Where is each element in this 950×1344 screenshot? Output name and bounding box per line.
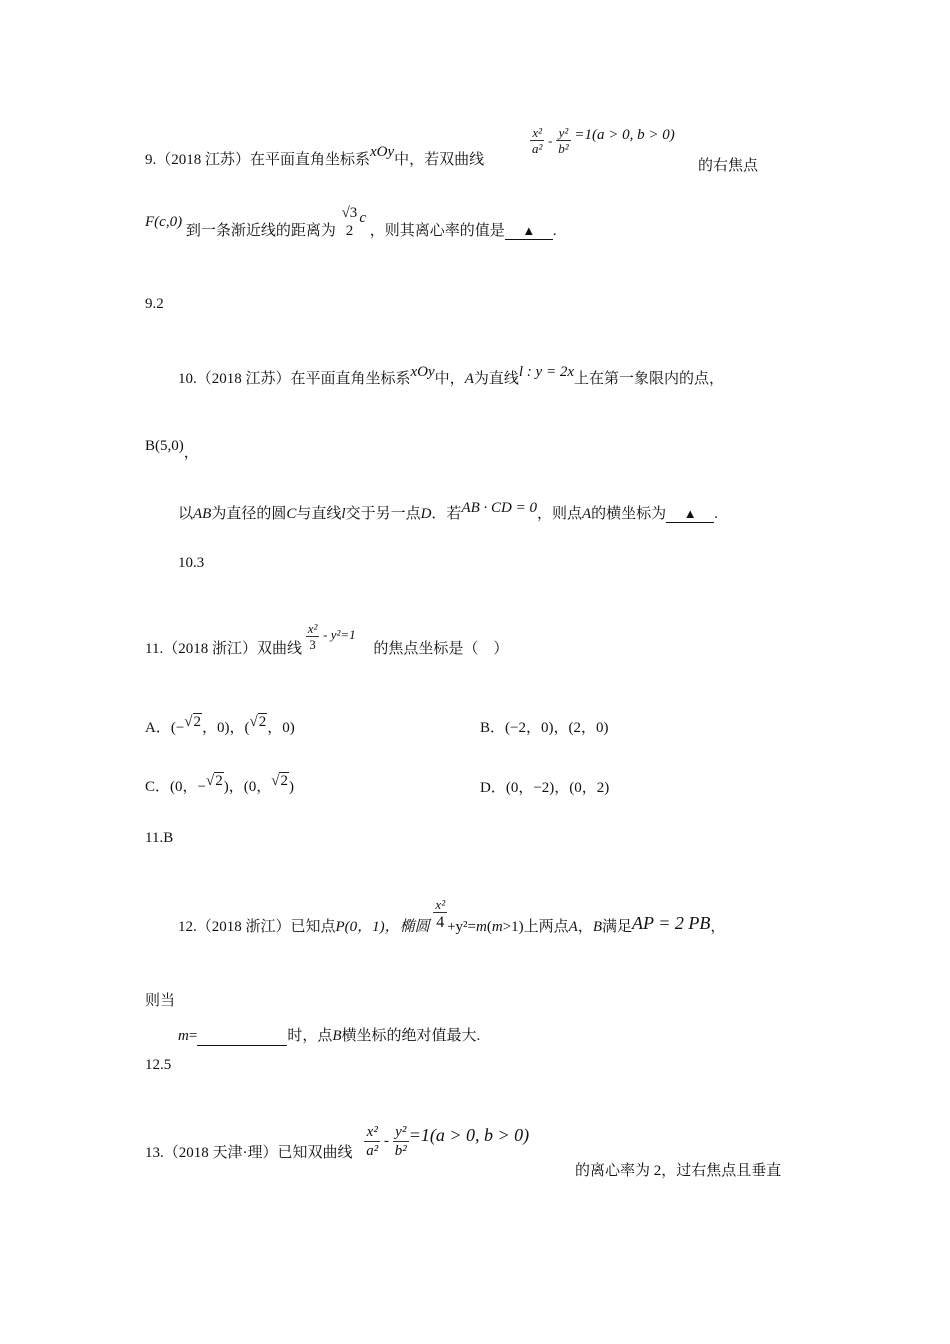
q9-line2 — [145, 205, 557, 265]
q9-eq-minus: - — [548, 132, 553, 148]
q10-A: A — [464, 371, 474, 387]
q10-period: . — [714, 506, 718, 522]
q10-l3-a: 以 — [178, 506, 194, 522]
q9-dist-var: c — [359, 209, 366, 226]
q9-line1 — [145, 130, 484, 190]
a12-answer: 12.5 — [145, 1057, 172, 1073]
q9-period: . — [552, 222, 557, 239]
q9-mid: 中，若双曲线 — [394, 152, 485, 168]
a9-answer: 9.2 — [145, 296, 164, 312]
q10-mid2: 为直线 — [473, 371, 519, 387]
q9-dist-den: 2 — [345, 222, 354, 239]
q10-mid3: 上在第一象限内的点， — [573, 371, 724, 387]
q13-line1: 13.（2018 天津·理）已知双曲线 $\frac{\text{x²}}{\text{a²}}$ - $\frac{\text{y²}}{\text{b²}}$ =1(a > 0, b > 0) — [145, 1124, 530, 1162]
q9-dist-num: √3 — [341, 205, 358, 221]
q12-answer-blank — [197, 1028, 287, 1046]
q10-A2: A — [582, 506, 592, 522]
q10-l3-c: 与直线 — [296, 506, 342, 522]
q10-l3-g: 的横坐标为 — [591, 506, 667, 522]
q10-l3-e: ．若 — [431, 506, 462, 522]
a11-answer: 11.B — [145, 830, 174, 846]
q10-line3 — [178, 498, 718, 522]
q11-option-a: A．(−√2，0)，(√2，0) — [145, 714, 295, 736]
q10-answer-mark: ▲ — [683, 506, 697, 521]
q10-l3-f: ，则点 — [536, 506, 582, 522]
q9-eq-den1: a² — [532, 141, 543, 157]
q11-tail: - y²=1 — [323, 626, 356, 642]
q9-prefix: 9.（2018 江苏）在平面直角坐标系 — [145, 152, 371, 168]
q10-prefix: 10.（2018 江苏）在平面直角坐标系 — [178, 371, 411, 387]
q9-hyperbola-equation — [530, 126, 675, 157]
a10-answer: 10.3 — [178, 555, 205, 571]
q10-xoy: xOy — [410, 364, 435, 380]
q9-line2-text: 到一条渐近线的距离为 — [185, 222, 336, 239]
q10-l3-b: 为直径的圆 — [211, 506, 287, 522]
q10-C: C — [286, 506, 297, 522]
q10-line1 — [178, 362, 724, 387]
q11-option-d: D．(0，−2)，(0，2) — [480, 780, 610, 796]
q10-AB: AB — [193, 506, 212, 522]
q11-prefix: 11.（2018 浙江）双曲线 — [145, 640, 302, 657]
q9-eq-num2: y² — [556, 126, 570, 141]
q9-xoy: xOy — [370, 144, 395, 160]
q9-answer-mark: ▲ — [522, 222, 536, 238]
q9-answer-blank — [505, 223, 553, 240]
q10-B: B(5,0) — [145, 438, 184, 454]
q9-suffix: 的右焦点 — [698, 158, 759, 174]
q11-line — [145, 621, 509, 657]
q10-answer-blank — [666, 506, 714, 523]
q12-line1: 12.（2018 浙江）已知点P(0，1)，椭圆 $\frac{\text{x²}}{4}$ +y²=m(m>1)上两点A，B满足AP = 2 PB， — [178, 897, 726, 935]
q9-eq-num1: x² — [530, 126, 544, 141]
q11-option-b: B．(−2，0)，(2，0) — [480, 720, 609, 736]
q10-D: D — [420, 506, 432, 522]
q10-l: l — [341, 506, 346, 522]
q12-line3: m= 时，点B横坐标的绝对值最大. — [178, 1028, 481, 1044]
q10-l3-d: 交于另一点 — [345, 506, 421, 522]
q10-mid1: 中， — [434, 371, 465, 387]
q10-dot-eq: AB · CD = 0 — [461, 500, 537, 516]
q9-eq-tail: =1(a > 0, b > 0) — [574, 126, 675, 143]
q10-line-eq: l : y = 2x — [518, 364, 574, 380]
q9-line2-after: ，则其离心率的值是 — [369, 222, 505, 239]
q11-den: 3 — [309, 637, 316, 653]
q11-option-c: C．(0，−√2)，(0，√2) — [145, 773, 294, 795]
q12-line2: 则当 — [145, 993, 176, 1009]
q9-eq-den2: b² — [558, 141, 569, 157]
q10-comma: ， — [183, 445, 199, 461]
q11-suffix: 的焦点坐标是（ ） — [373, 640, 509, 657]
q9-focus: F(c,0) — [145, 213, 183, 230]
q11-num: x² — [307, 621, 318, 636]
q10-line2 — [145, 434, 199, 461]
q13-suffix: 的离心率为 2，过右焦点且垂直 — [575, 1163, 782, 1179]
